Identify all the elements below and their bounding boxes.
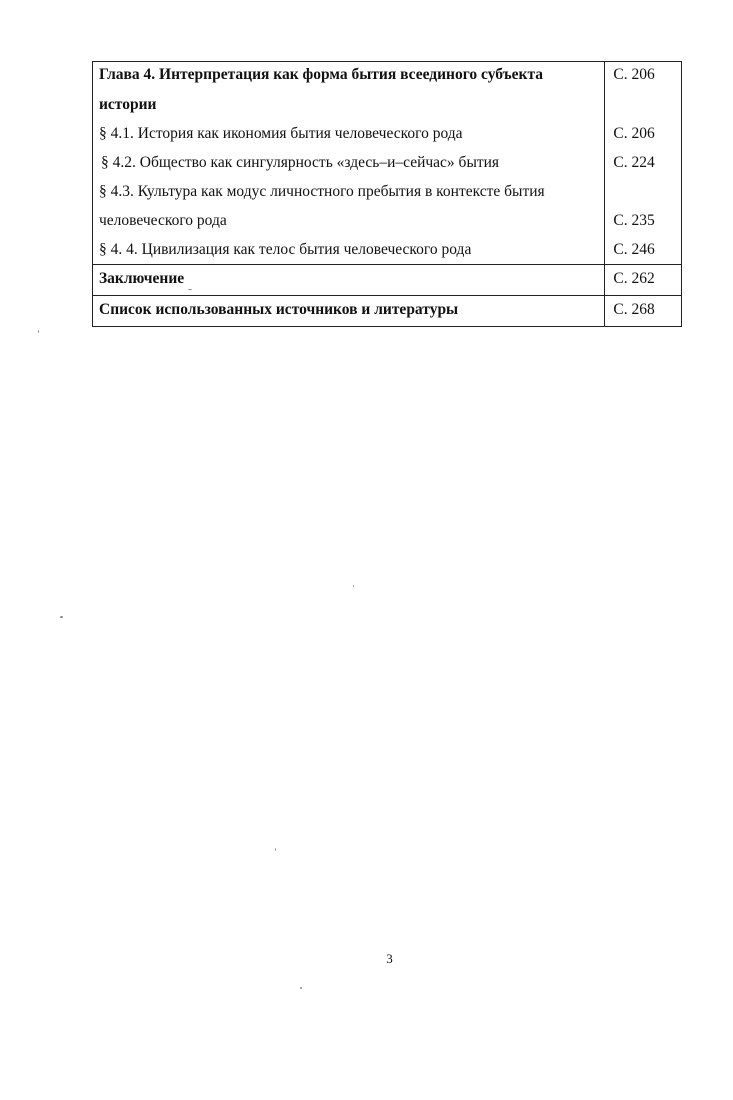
bibliography-title: Список использованных источников и литературы (99, 301, 459, 318)
toc-chapter-4-title-cell (93, 62, 605, 265)
chapter-4-title-line-1: Глава 4. Интерпретация как форма бытия всеединого субъекта (99, 66, 544, 83)
chapter-4-page: С. 206 (613, 66, 655, 83)
blank-line (613, 90, 681, 119)
table-of-contents (92, 61, 682, 327)
scan-speck (275, 848, 276, 851)
bibliography-page: С. 268 (613, 301, 655, 318)
section-4-1-title: § 4.1. История как икономия бытия человеческого рода (99, 125, 463, 142)
section-4-3-title-line-1: § 4.3. Культура как модус личностного пребытия в контексте бытия (99, 183, 545, 200)
toc-bibliography-title-cell (93, 296, 605, 327)
toc-conclusion-page-cell (605, 265, 682, 296)
toc-chapter-4-page-cell (605, 62, 682, 265)
scan-speck (188, 289, 192, 290)
blank-line (613, 177, 681, 206)
section-4-4-title: § 4. 4. Цивилизация как телос бытия человеческого рода (99, 241, 472, 258)
toc-row-conclusion (93, 265, 682, 296)
toc-conclusion-title-cell (93, 265, 605, 296)
section-4-3-page: С. 235 (613, 212, 655, 229)
toc-bibliography-page-cell (605, 296, 682, 327)
section-4-2-page: С. 224 (613, 154, 655, 171)
section-4-2-title: § 4.2. Общество как сингулярность «здесь–и–сейчас» бытия (101, 154, 500, 171)
conclusion-title: Заключение (99, 270, 185, 287)
section-4-4-page: С. 246 (613, 241, 655, 258)
chapter-4-title-line-2: истории (99, 96, 157, 113)
toc-row-chapter-4 (93, 62, 682, 265)
conclusion-page: С. 262 (613, 270, 655, 287)
scan-speck (60, 616, 63, 618)
section-4-1-page: С. 206 (613, 125, 655, 142)
scan-speck (353, 585, 354, 587)
toc-row-bibliography (93, 296, 682, 327)
scan-speck (300, 987, 302, 989)
section-4-3-title-line-2: человеческого рода (99, 212, 227, 229)
scan-speck (38, 330, 39, 333)
page-number: 3 (386, 951, 393, 966)
